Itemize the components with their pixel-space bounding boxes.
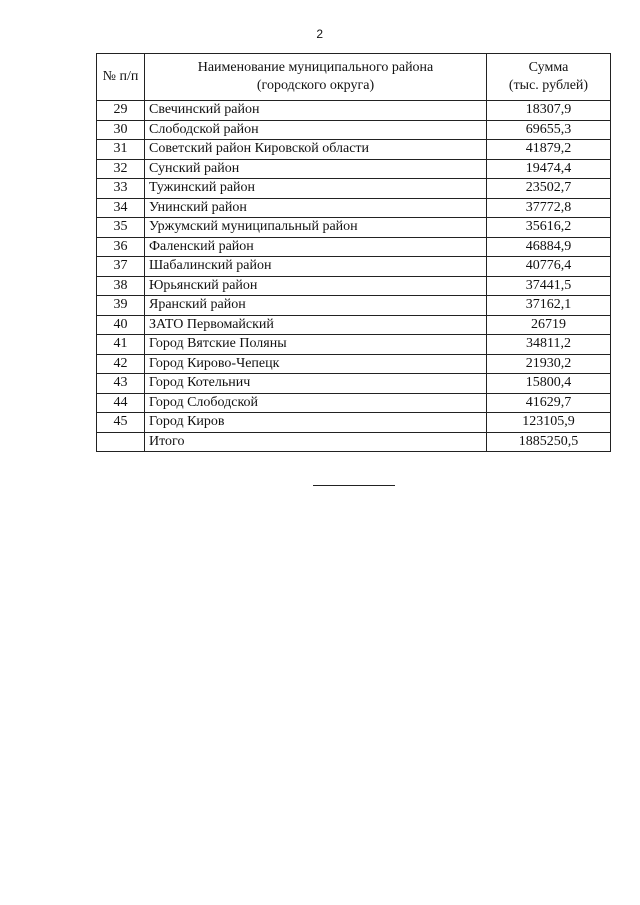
row-name: Город Вятские Поляны (145, 335, 487, 355)
row-sum: 37162,1 (487, 296, 611, 316)
row-sum: 26719 (487, 315, 611, 335)
row-sum: 18307,9 (487, 101, 611, 121)
table-row (97, 237, 611, 257)
row-name: Город Киров (145, 413, 487, 433)
row-name: Юрьянский район (145, 276, 487, 296)
row-name: Город Котельнич (145, 374, 487, 394)
row-num: 38 (97, 276, 145, 296)
table-row (97, 257, 611, 277)
row-name: Тужинский район (145, 179, 487, 199)
header-sum (487, 54, 611, 101)
table-row (97, 101, 611, 121)
table-row (97, 120, 611, 140)
row-name: Слободской район (145, 120, 487, 140)
row-num: 42 (97, 354, 145, 374)
row-sum: 35616,2 (487, 218, 611, 238)
total-num (97, 432, 145, 452)
municipal-budget-table (96, 53, 611, 452)
table-header (97, 54, 611, 101)
row-num: 34 (97, 198, 145, 218)
row-name: Унинский район (145, 198, 487, 218)
table-row (97, 335, 611, 355)
table-row (97, 374, 611, 394)
row-num: 40 (97, 315, 145, 335)
row-sum: 21930,2 (487, 354, 611, 374)
table-body (97, 101, 611, 452)
row-sum: 15800,4 (487, 374, 611, 394)
row-sum: 23502,7 (487, 179, 611, 199)
total-row (97, 432, 611, 452)
total-label: Итого (145, 432, 487, 452)
row-num: 31 (97, 140, 145, 160)
table-row (97, 179, 611, 199)
row-num: 32 (97, 159, 145, 179)
row-sum: 41879,2 (487, 140, 611, 160)
row-sum: 34811,2 (487, 335, 611, 355)
row-num: 35 (97, 218, 145, 238)
row-num: 43 (97, 374, 145, 394)
row-name: Советский район Кировской области (145, 140, 487, 160)
row-name: Шабалинский район (145, 257, 487, 277)
row-num: 45 (97, 413, 145, 433)
row-sum: 46884,9 (487, 237, 611, 257)
row-name: ЗАТО Первомайский (145, 315, 487, 335)
table-row (97, 413, 611, 433)
row-sum: 41629,7 (487, 393, 611, 413)
header-name-line2: (городского округа) (256, 78, 375, 93)
table-row (97, 276, 611, 296)
table-row (97, 296, 611, 316)
table-row (97, 159, 611, 179)
row-name: Яранский район (145, 296, 487, 316)
row-num: 44 (97, 393, 145, 413)
row-num: 29 (97, 101, 145, 121)
row-num: 37 (97, 257, 145, 277)
table-row (97, 140, 611, 160)
total-sum: 1885250,5 (487, 432, 611, 452)
row-name: Свечинский район (145, 101, 487, 121)
row-name: Уржумский муниципальный район (145, 218, 487, 238)
page-number: 2 (316, 27, 324, 41)
row-sum: 69655,3 (487, 120, 611, 140)
row-sum: 40776,4 (487, 257, 611, 277)
header-num (97, 54, 145, 101)
table-row (97, 315, 611, 335)
header-num-label: № п/п (102, 69, 139, 84)
row-name: Фаленский район (145, 237, 487, 257)
row-num: 30 (97, 120, 145, 140)
row-name: Сунский район (145, 159, 487, 179)
row-sum: 19474,4 (487, 159, 611, 179)
header-name (145, 54, 487, 101)
table-row (97, 393, 611, 413)
row-sum: 37441,5 (487, 276, 611, 296)
header-name-line1: Наименование муниципального района (197, 60, 434, 75)
row-name: Город Кирово-Чепецк (145, 354, 487, 374)
row-name: Город Слободской (145, 393, 487, 413)
table-row (97, 218, 611, 238)
table-row (97, 354, 611, 374)
row-sum: 37772,8 (487, 198, 611, 218)
header-sum-line2: (тыс. рублей) (508, 78, 589, 93)
row-num: 36 (97, 237, 145, 257)
row-num: 41 (97, 335, 145, 355)
table-row (97, 198, 611, 218)
separator-line (313, 485, 395, 486)
header-row (97, 54, 611, 101)
row-num: 33 (97, 179, 145, 199)
row-sum: 123105,9 (487, 413, 611, 433)
header-sum-line1: Сумма (528, 60, 569, 75)
row-num: 39 (97, 296, 145, 316)
